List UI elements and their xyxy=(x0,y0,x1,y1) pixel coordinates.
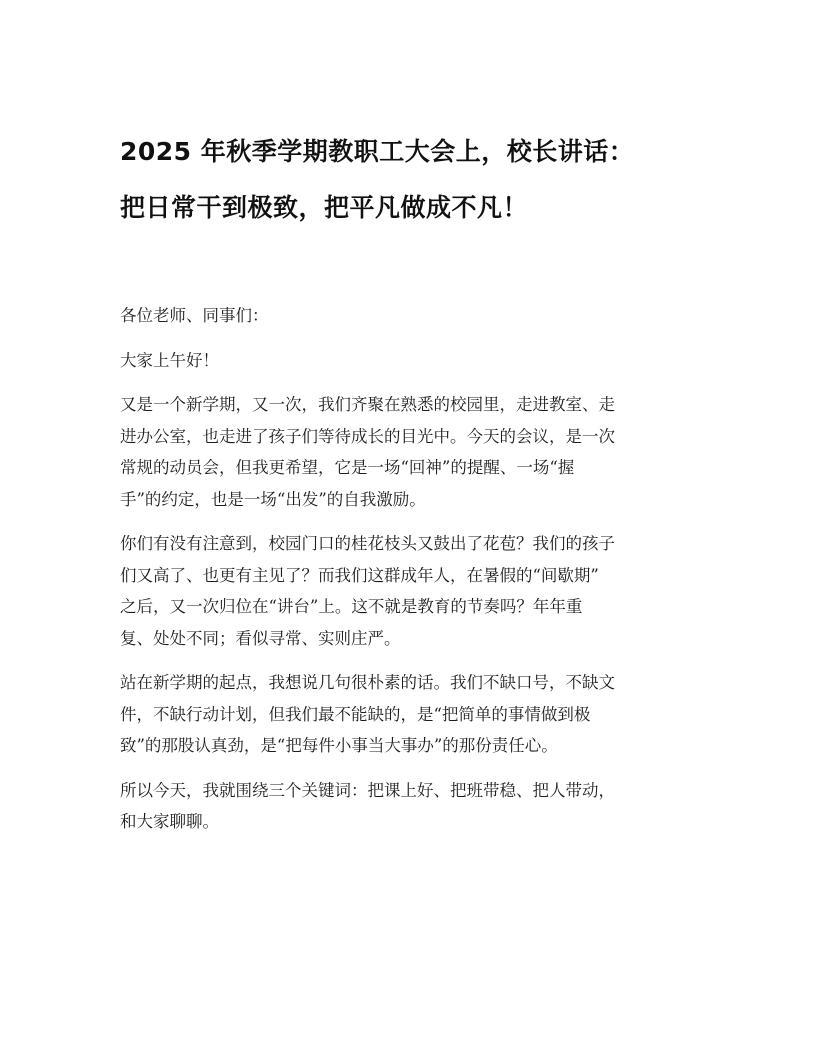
text-line: 件，不缺行动计划，但我们最不能缺的，是“把简单的事情做到极 xyxy=(120,704,591,724)
text-line: 又是一个新学期，又一次，我们齐聚在熟悉的校园里，走进教室、走 xyxy=(120,395,615,414)
text-line: 常规的动员会，但我更希望，它是一场“回神”的提醒、一场“握 xyxy=(120,458,575,477)
title-line-1: 2025 年秋季学期教职工大会上，校长讲话： xyxy=(120,137,635,166)
document-title xyxy=(120,124,710,236)
text-line: 手”的约定，也是一场“出发”的自我激励。 xyxy=(120,489,426,509)
text-line: 你们有没有注意到，校园门口的桂花枝头又鼓出了花苞？我们的孩子 xyxy=(120,534,615,553)
text-line: 各位老师、同事们： xyxy=(120,306,269,325)
text-line: 致”的那股认真劲，是“把每件小事当大事办”的那份责任心。 xyxy=(120,736,558,755)
paragraph-3 xyxy=(120,389,690,515)
text-line: 所以今天，我就围绕三个关键词：把课上好、把班带稳、把人带动， xyxy=(120,780,615,800)
text-line: 大家上午好！ xyxy=(120,350,219,370)
text-line: 站在新学期的起点，我想说几句很朴素的话。我们不缺口号，不缺文 xyxy=(120,673,615,692)
document-body xyxy=(120,300,690,851)
text-line: 们又高了、也更有主见了？而我们这群成年人，在暑假的“间歇期” xyxy=(120,565,599,585)
text-line: 复、处处不同；看似寻常、实则庄严。 xyxy=(120,628,401,648)
paragraph-4 xyxy=(120,528,690,654)
text-line: 之后，又一次归位在“讲台”上。这不就是教育的节奏吗？年年重 xyxy=(120,597,583,616)
text-line: 进办公室，也走进了孩子们等待成长的目光中。今天的会议，是一次 xyxy=(120,426,615,446)
paragraph-salutation xyxy=(120,300,690,332)
paragraph-greeting xyxy=(120,345,690,377)
paragraph-5 xyxy=(120,667,690,762)
text-line: 和大家聊聊。 xyxy=(120,812,219,831)
title-line-2: 把日常干到极致，把平凡做成不凡！ xyxy=(120,193,529,222)
paragraph-6 xyxy=(120,775,690,838)
